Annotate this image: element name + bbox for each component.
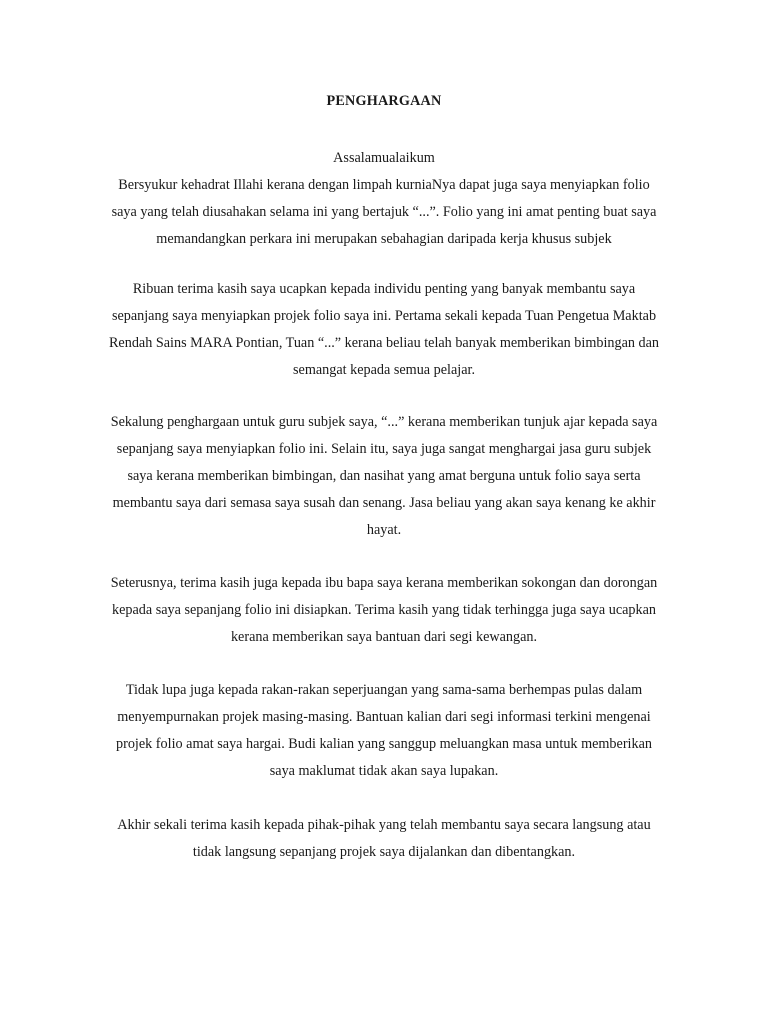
paragraph-line: semangat kepada semua pelajar. [293, 362, 475, 378]
paragraph-line: Bersyukur kehadrat Illahi kerana dengan limpah kurniaNya dapat juga saya menyiapkan folio [118, 177, 650, 193]
page-title: PENGHARGAAN [326, 93, 442, 109]
paragraph-line: projek folio amat saya hargai. Budi kalian yang sanggup meluangkan masa untuk memberikan [116, 736, 652, 752]
paragraph-line: Ribuan terima kasih saya ucapkan kepada individu penting yang banyak membantu saya [132, 281, 636, 297]
paragraph-6 [84, 812, 684, 866]
greeting: Assalamualaikum [333, 150, 435, 166]
paragraph-line: sepanjang saya menyiapkan folio ini. Selain itu, saya juga sangat menghargai jasa guru subjek [116, 441, 652, 457]
paragraph-line: Sekalung penghargaan untuk guru subjek saya, “...” kerana memberikan tunjuk ajar kepada saya [110, 414, 658, 430]
paragraph-line: saya yang telah diusahakan selama ini yang bertajuk “...”. Folio yang ini amat penting buat saya [111, 204, 657, 220]
paragraph-line: hayat. [366, 522, 402, 538]
paragraph-line: kerana memberikan saya bantuan dari segi kewangan. [230, 629, 538, 645]
paragraph-line: kepada saya sepanjang folio ini disiapkan. Terima kasih yang tidak terhingga juga saya ucapkan [111, 602, 656, 618]
paragraph-2 [84, 276, 684, 384]
paragraph-1 [84, 172, 684, 253]
paragraph-line: Akhir sekali terima kasih kepada pihak-pihak yang telah membantu saya secara langsung atau [117, 817, 651, 833]
paragraph-line: Seterusnya, terima kasih juga kepada ibu bapa saya kerana memberikan sokongan dan dorongan [110, 575, 658, 591]
paragraph-line: Rendah Sains MARA Pontian, Tuan “...” kerana beliau telah banyak memberikan bimbingan dan [108, 335, 660, 351]
paragraph-line: membantu saya dari semasa saya susah dan senang. Jasa beliau yang akan saya kenang ke akhir [112, 495, 656, 511]
paragraph-4 [84, 570, 684, 651]
paragraph-3 [84, 409, 684, 544]
paragraph-line: saya maklumat tidak akan saya lupakan. [269, 763, 499, 779]
paragraph-line: tidak langsung sepanjang projek saya dijalankan dan dibentangkan. [192, 844, 576, 860]
paragraph-line: sepanjang saya menyiapkan projek folio saya ini. Pertama sekali kepada Tuan Pengetua Maktab [111, 308, 657, 324]
paragraph-5 [84, 677, 684, 785]
paragraph-line: memandangkan perkara ini merupakan sebahagian daripada kerja khusus subjek [156, 231, 612, 247]
paragraph-line: Tidak lupa juga kepada rakan-rakan seperjuangan yang sama-sama berhempas pulas dalam [125, 682, 643, 698]
paragraph-line: saya kerana memberikan bimbingan, dan nasihat yang amat berguna untuk folio saya serta [127, 468, 641, 484]
paragraph-line: menyempurnakan projek masing-masing. Bantuan kalian dari segi informasi terkini mengenai [117, 709, 651, 725]
